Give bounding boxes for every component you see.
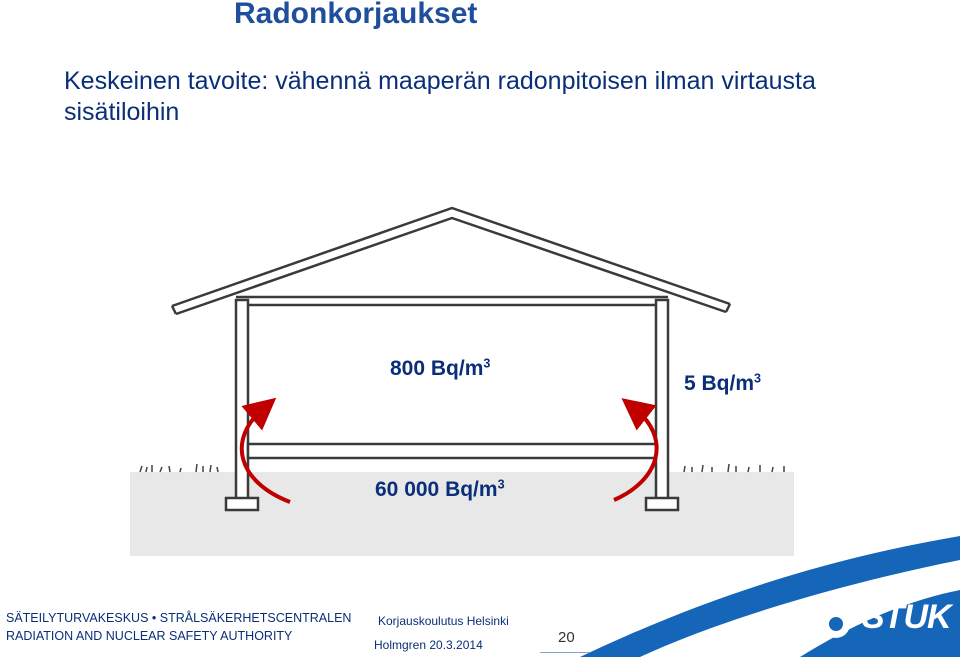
page-title: Radonkorjaukset: [234, 0, 478, 30]
page-subtitle: Keskeinen tavoite: vähennä maaperän radonpitoisen ilman virtausta sisätiloihin: [64, 67, 816, 126]
footer-org-line2: RADIATION AND NUCLEAR SAFETY AUTHORITY: [6, 629, 293, 643]
outdoor-concentration-label: 5 $Bq/m^3$: [684, 371, 762, 395]
page-number: 20: [558, 629, 575, 646]
footer-org-line1: SÄTEILYTURVAKESKUS • STRÅLSÄKERHETSCENTRALEN: [6, 611, 352, 625]
soil-concentration-label: 60 000 $Bq/m^3$: [375, 477, 505, 501]
stuk-logo-text: STUK: [862, 598, 951, 636]
footer-author-date: Holmgren 20.3.2014: [374, 638, 483, 652]
indoor-concentration-label: 800 $Bq/m^3$: [390, 356, 491, 380]
footer-event: Korjauskoulutus Helsinki: [378, 614, 509, 628]
page-number-underline: [540, 652, 590, 653]
